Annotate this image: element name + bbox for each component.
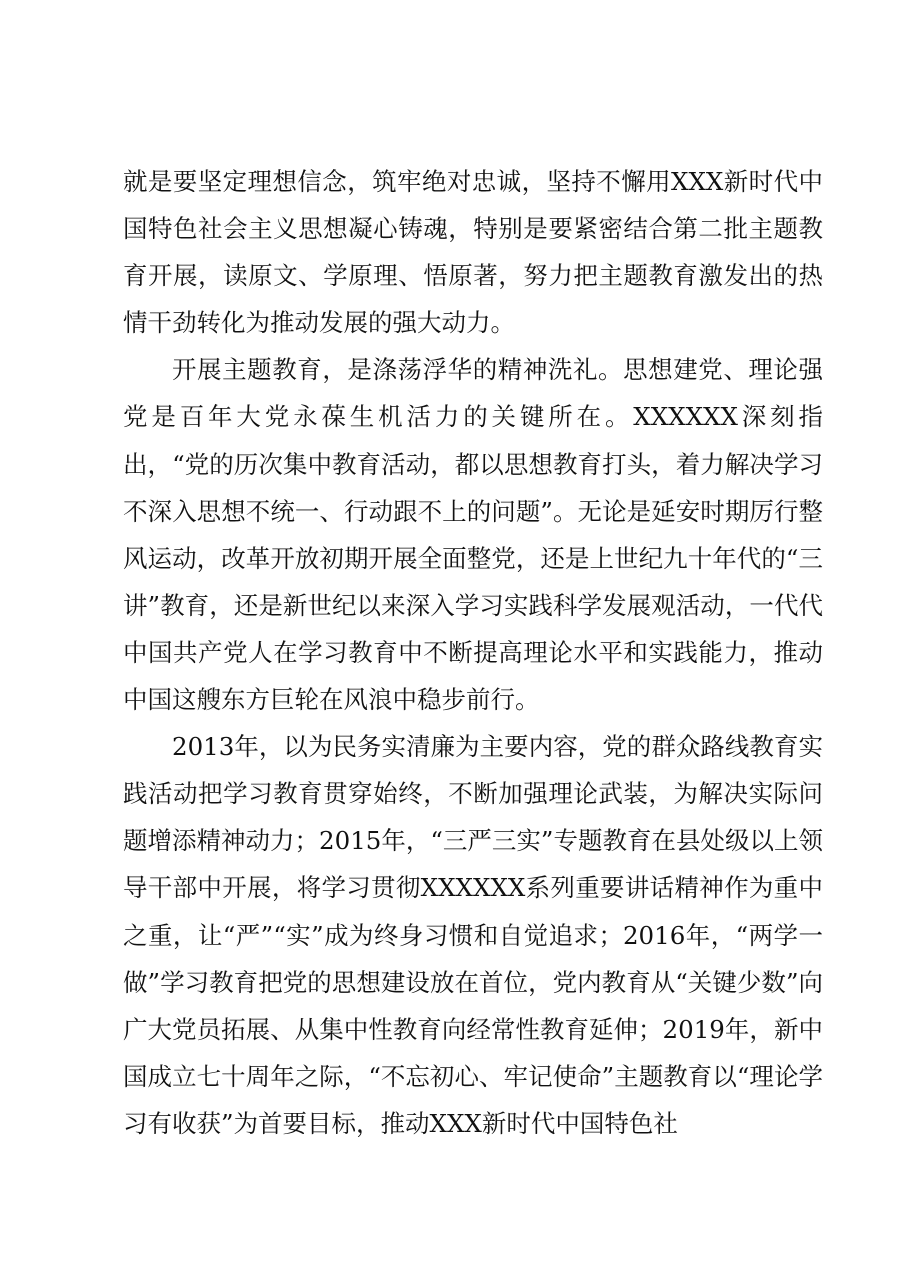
document-body — [123, 158, 823, 1147]
paragraph-history-2013: 2013年，以为民务实清廉为主要内容，党的群众路线教育实践活动把学习教育贯穿始终，不断加强理论武装，为解决实际问题增添精神动力；2015年，“三严三实”专题教育在县处级以上领导干部中开展，将学习贯彻XXXXXX系列重要讲话精神作为重中之重，让“严”“实”成为终身习惯和自觉追求；2016年，“两学一做”学习教育把党的思想建设放在首位，党内教育从“关键少数”向广大党员拓展、从集中性教育向经常性教育延伸；2019年，新中国成立七十周年之际，“不忘初心、牢记使命”主题教育以“理论学习有收获”为首要目标，推动XXX新时代中国特色社 — [123, 732, 823, 1138]
paragraph-theme-education: 开展主题教育，是涤荡浮华的精神洗礼。思想建党、理论强党是百年大党永葆生机活力的关键所在。XXXXXX深刻指出，“党的历次集中教育活动，都以思想教育打头，着力解决学习不深入思想不统一、行动跟不上的问题”。无论是延安时期厉行整风运动，改革开放初期开展全面整党，还是上世纪九十年代的“三讲”教育，还是新世纪以来深入学习实践科学发展观活动，一代代中国共产党人在学习教育中不断提高理论水平和实践能力，推动中国这艘东方巨轮在风浪中稳步前行。 — [123, 355, 823, 715]
paragraph-continuation: 就是要坚定理想信念，筑牢绝对忠诚，坚持不懈用XXX新时代中国特色社会主义思想凝心铸魂，特别是要紧密结合第二批主题教育开展，读原文、学原理、悟原著，努力把主题教育激发出的热情干劲转化为推动发展的强大动力。 — [123, 167, 823, 338]
